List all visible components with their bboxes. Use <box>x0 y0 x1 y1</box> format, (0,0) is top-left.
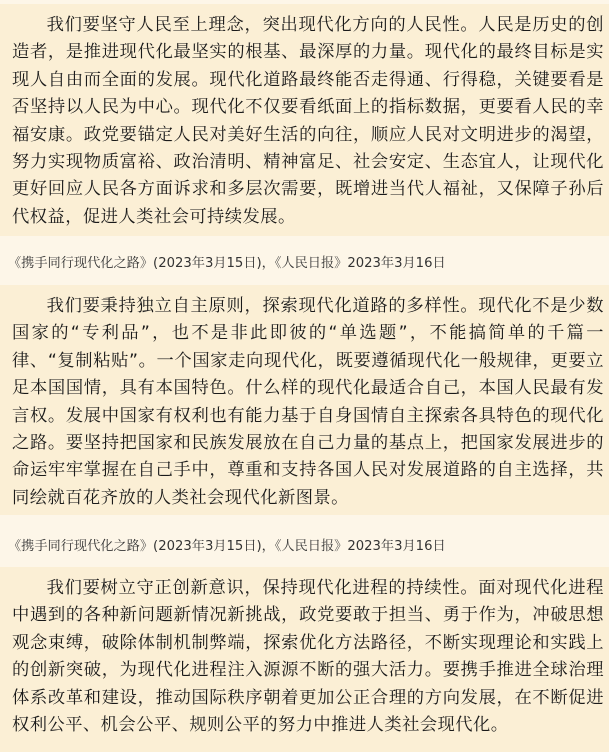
quote-paragraph: 我们要树立守正创新意识，保持现代化进程的持续性。面对现代化进程中遇到的各种新问题新情况新挑战，政党要敢于担当、勇于作为，冲破思想观念束缚，破除体制机制弊端，探索优化方法路径，不断实现理论和实践上的创新突破，为现代化进程注入源源不断的强大活力。要携手推进全球治理体系改革和建设，推动国际秩序朝着更加公正合理的方向发展，在不断促进权利公平、机会公平、规则公平的努力中推进人类社会现代化。 <box>0 567 609 752</box>
quote-paragraph: 我们要秉持独立自主原则，探索现代化道路的多样性。现代化不是少数国家的“专利品”，也不是非此即彼的“单选题”，不能搞简单的千篇一律、“复制粘贴”。一个国家走向现代化，既要遵循现代化一般规律，更要立足本国国情，具有本国特色。什么样的现代化最适合自己，本国人民最有发言权。发展中国家有权利也有能力基于自身国情自主探索各具特色的现代化之路。要坚持把国家和民族发展放在自己力量的基点上，把国家发展进步的命运牢牢掌握在自己手中，尊重和支持各国人民对发展道路的自主选择，共同绘就百花齐放的人类社会现代化新图景。 <box>0 285 609 515</box>
quote-source: 《携手同行现代化之路》(2023年3月15日)，《人民日报》2023年3月16日 <box>8 539 446 554</box>
quote-source: 《携手同行现代化之路》(2023年3月15日)，《人民日报》2023年3月16日 <box>8 256 446 271</box>
quote-paragraph: 我们要坚守人民至上理念，突出现代化方向的人民性。人民是历史的创造者，是推进现代化最坚实的根基、最深厚的力量。现代化的最终目标是实现人自由而全面的发展。现代化道路最终能否走得通、行得稳，关键要看是否坚持以人民为中心。现代化不仅要看纸面上的指标数据，更要看人民的幸福安康。政党要锚定人民对美好生活的向往，顺应人民对文明进步的渴望，努力实现物质富裕、政治清明、精神富足、社会安定、生态宜人，让现代化更好回应人民各方面诉求和多层次需要，既增进当代人福祉，又保障子孙后代权益，促进人类社会可持续发展。 <box>0 4 609 236</box>
